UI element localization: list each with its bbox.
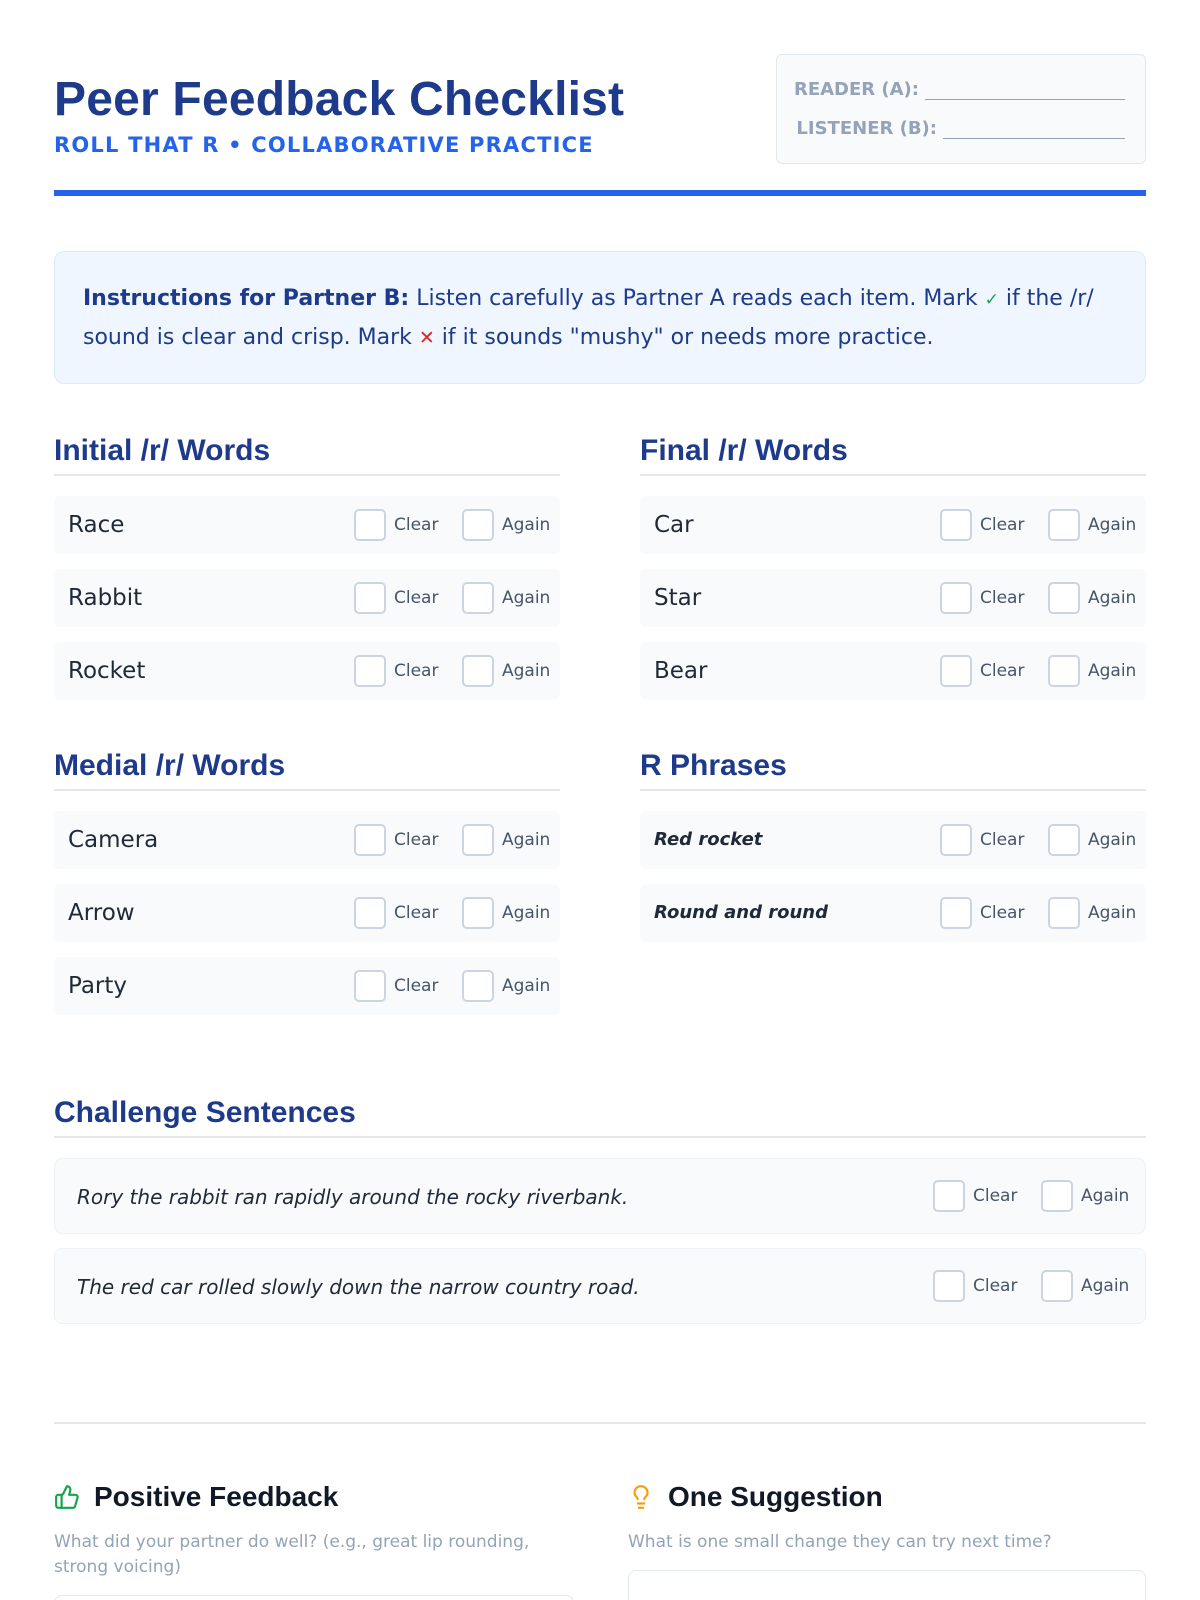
- word-text: Bear: [654, 658, 708, 684]
- checkbox-box[interactable]: [933, 1270, 965, 1302]
- again-label: Again: [502, 661, 551, 681]
- clear-label: Clear: [394, 588, 439, 608]
- again-checkbox[interactable]: [462, 655, 550, 687]
- again-label: Again: [1081, 1276, 1130, 1296]
- section-title: Final /r/ Words: [640, 434, 848, 467]
- clear-label: Clear: [394, 903, 439, 923]
- word-text: Camera: [68, 827, 159, 853]
- section-title: R Phrases: [640, 749, 787, 782]
- clear-label: Clear: [973, 1186, 1018, 1206]
- clear-checkbox[interactable]: [940, 897, 1024, 929]
- word-text: Rocket: [68, 658, 146, 684]
- section-initial-words: [54, 433, 560, 715]
- section-header: [54, 1095, 1146, 1138]
- section-final-words: [640, 433, 1146, 715]
- suggestion-panel: [628, 1478, 1146, 1555]
- word-row: [54, 569, 560, 627]
- checkbox-box[interactable]: [462, 509, 494, 541]
- again-label: Again: [502, 903, 551, 923]
- again-label: Again: [1088, 830, 1137, 850]
- reader-name-blank[interactable]: [925, 86, 1125, 100]
- again-checkbox[interactable]: [1041, 1270, 1129, 1302]
- header-divider: [54, 190, 1146, 196]
- sentence-list: [54, 1158, 1146, 1324]
- clear-label: Clear: [980, 588, 1025, 608]
- section-divider: [54, 1422, 1146, 1424]
- word-list: [54, 811, 560, 1015]
- positive-feedback-panel: [54, 1478, 574, 1580]
- phrase-text: Red rocket: [654, 829, 763, 850]
- checkbox-box[interactable]: [354, 582, 386, 614]
- checkbox-box[interactable]: [462, 970, 494, 1002]
- section-title: Medial /r/ Words: [54, 749, 286, 782]
- word-row: [640, 569, 1146, 627]
- clear-checkbox[interactable]: [940, 824, 1024, 856]
- checkbox-box[interactable]: [354, 509, 386, 541]
- checkbox-box[interactable]: [462, 824, 494, 856]
- word-row: [640, 496, 1146, 554]
- instructions-text-3: if it sounds "mushy" or needs more practice.: [434, 325, 934, 350]
- clear-checkbox[interactable]: [940, 509, 1024, 541]
- checkbox-box[interactable]: [1048, 582, 1080, 614]
- clear-checkbox[interactable]: [354, 970, 438, 1002]
- again-checkbox[interactable]: [462, 970, 550, 1002]
- header: [54, 54, 1146, 197]
- clear-checkbox[interactable]: [354, 897, 438, 929]
- thumbs-up-icon: [54, 1484, 80, 1510]
- clear-label: Clear: [980, 515, 1025, 535]
- word-row: [54, 957, 560, 1015]
- again-checkbox[interactable]: [462, 897, 550, 929]
- checkbox-box[interactable]: [940, 509, 972, 541]
- suggestion-title: One Suggestion: [668, 1481, 883, 1512]
- suggestion-input[interactable]: [628, 1570, 1146, 1600]
- again-checkbox[interactable]: [462, 582, 550, 614]
- checkbox-box[interactable]: [1048, 897, 1080, 929]
- again-checkbox[interactable]: [1048, 582, 1136, 614]
- checkbox-box[interactable]: [940, 582, 972, 614]
- again-label: Again: [502, 830, 551, 850]
- section-medial-words: [54, 748, 560, 1030]
- again-checkbox[interactable]: [462, 509, 550, 541]
- again-label: Again: [1088, 515, 1137, 535]
- positive-feedback-hint: What did your partner do well? (e.g., great lip rounding, strong voicing): [54, 1532, 530, 1577]
- again-label: Again: [1081, 1186, 1130, 1206]
- page-title: Peer Feedback Checklist: [54, 73, 625, 126]
- again-checkbox[interactable]: [1041, 1180, 1129, 1212]
- reader-name-field[interactable]: [794, 79, 1125, 100]
- clear-label: Clear: [394, 661, 439, 681]
- checkbox-box[interactable]: [354, 655, 386, 687]
- clear-checkbox[interactable]: [354, 509, 438, 541]
- checkbox-box[interactable]: [940, 655, 972, 687]
- suggestion-hint: What is one small change they can try next time?: [628, 1532, 1052, 1552]
- clear-label: Clear: [394, 830, 439, 850]
- checkbox-box[interactable]: [940, 824, 972, 856]
- check-mark-icon: ✓: [984, 290, 999, 310]
- word-row: [54, 884, 560, 942]
- clear-checkbox[interactable]: [940, 582, 1024, 614]
- clear-label: Clear: [980, 830, 1025, 850]
- sentence-row: [54, 1248, 1146, 1324]
- checkbox-box[interactable]: [1048, 655, 1080, 687]
- word-text: Star: [654, 585, 702, 611]
- sentence-row: [54, 1158, 1146, 1234]
- clear-label: Clear: [980, 661, 1025, 681]
- word-text: Car: [654, 512, 694, 538]
- word-text: Arrow: [68, 900, 135, 926]
- again-checkbox[interactable]: [462, 824, 550, 856]
- clear-label: Clear: [394, 976, 439, 996]
- checkbox-box[interactable]: [933, 1180, 965, 1212]
- checkbox-box[interactable]: [354, 897, 386, 929]
- word-row: [640, 642, 1146, 700]
- checkbox-box[interactable]: [462, 655, 494, 687]
- word-list: [54, 496, 560, 700]
- section-challenge-sentences: [54, 1095, 1146, 1338]
- checkbox-box[interactable]: [462, 897, 494, 929]
- checkbox-box[interactable]: [1041, 1180, 1073, 1212]
- listener-name-blank[interactable]: [943, 125, 1125, 139]
- cross-mark-icon: ✕: [418, 327, 435, 349]
- checkbox-box[interactable]: [1041, 1270, 1073, 1302]
- again-label: Again: [502, 588, 551, 608]
- clear-checkbox[interactable]: [933, 1180, 1017, 1212]
- instructions-panel: [54, 251, 1146, 384]
- again-checkbox[interactable]: [1048, 509, 1136, 541]
- clear-checkbox[interactable]: [940, 655, 1024, 687]
- suggestion-header: [628, 1478, 1146, 1516]
- section-header: [54, 748, 560, 791]
- clear-checkbox[interactable]: [933, 1270, 1017, 1302]
- checkbox-box[interactable]: [1048, 824, 1080, 856]
- instructions-text-2: if the /r/ sound is clear and crisp. Mark: [83, 286, 1094, 350]
- section-r-phrases: [640, 748, 1146, 957]
- word-row: [54, 496, 560, 554]
- checkbox-box[interactable]: [354, 970, 386, 1002]
- word-text: Rabbit: [68, 585, 143, 611]
- sentence-text: Rory the rabbit ran rapidly around the rocky riverbank.: [77, 1185, 629, 1209]
- again-label: Again: [1088, 661, 1137, 681]
- section-title: Initial /r/ Words: [54, 434, 271, 467]
- clear-label: Clear: [973, 1276, 1018, 1296]
- section-header: [54, 433, 560, 476]
- word-row: [54, 642, 560, 700]
- page-subtitle: ROLL THAT R • COLLABORATIVE PRACTICE: [54, 133, 594, 157]
- word-list: [640, 496, 1146, 700]
- clear-label: Clear: [394, 515, 439, 535]
- section-title: Challenge Sentences: [54, 1096, 356, 1129]
- section-header: [640, 433, 1146, 476]
- instructions-lead: Instructions for Partner B:: [83, 286, 410, 311]
- word-text: Party: [68, 973, 128, 999]
- positive-feedback-header: [54, 1478, 574, 1516]
- again-label: Again: [1088, 588, 1137, 608]
- again-checkbox[interactable]: [1048, 655, 1136, 687]
- clear-checkbox[interactable]: [354, 582, 438, 614]
- again-label: Again: [502, 515, 551, 535]
- again-label: Again: [502, 976, 551, 996]
- clear-checkbox[interactable]: [354, 824, 438, 856]
- again-checkbox[interactable]: [1048, 897, 1136, 929]
- sentence-text: The red car rolled slowly down the narrow country road.: [77, 1275, 640, 1299]
- checkbox-box[interactable]: [940, 897, 972, 929]
- lightbulb-icon: [628, 1483, 654, 1511]
- checkbox-box[interactable]: [462, 582, 494, 614]
- partner-names-box: [776, 54, 1146, 164]
- checklist-page: [54, 0, 1146, 1600]
- listener-name-field[interactable]: [796, 118, 1125, 139]
- phrase-text: Round and round: [654, 902, 828, 923]
- again-checkbox[interactable]: [1048, 824, 1136, 856]
- clear-checkbox[interactable]: [354, 655, 438, 687]
- listener-label: LISTENER (B):: [796, 118, 937, 139]
- positive-feedback-title: Positive Feedback: [94, 1481, 339, 1512]
- checkbox-box[interactable]: [1048, 509, 1080, 541]
- checkbox-box[interactable]: [354, 824, 386, 856]
- phrase-row: [640, 884, 1146, 942]
- again-label: Again: [1088, 903, 1137, 923]
- instructions-text-1: Listen carefully as Partner A reads each item. Mark: [409, 286, 985, 311]
- word-row: [54, 811, 560, 869]
- word-text: Race: [68, 512, 125, 538]
- phrase-row: [640, 811, 1146, 869]
- reader-label: READER (A):: [793, 79, 919, 100]
- phrase-list: [640, 811, 1146, 942]
- positive-feedback-input[interactable]: [54, 1595, 574, 1600]
- section-header: [640, 748, 1146, 791]
- clear-label: Clear: [980, 903, 1025, 923]
